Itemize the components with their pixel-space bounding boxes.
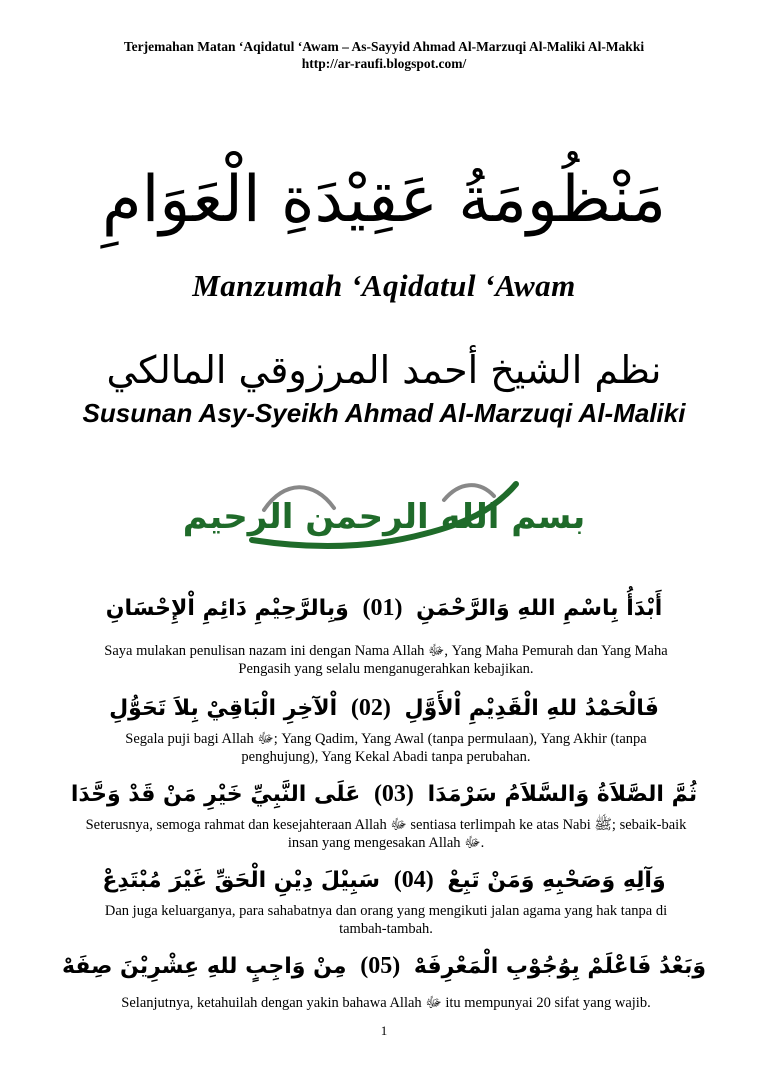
verse-2-right: فَالْحَمْدُ للهِ الْقَدِيْمِ اْلأَوَّلِ: [404, 696, 659, 721]
verse-3-number: (03): [373, 781, 414, 807]
verse-5-right: وَبَعْدُ فَاعْلَمْ بِوُجُوْبِ الْمَعْرِفَهْ: [413, 954, 707, 979]
author-arabic: نظم الشيخ أحمد المرزوقي المالكي: [106, 348, 662, 392]
verse-3-left: عَلَى النَّبِيِّ خَيْرِ مَنْ قَدْ وَحَّدَا: [70, 782, 361, 807]
page-number: 1: [380, 1023, 388, 1038]
basmala-text: بسم الله الرحمن الرحيم: [182, 497, 586, 537]
verse-1-right: أَبْدَأُ بِاسْمِ اللهِ وَالرَّحْمَنِ: [416, 596, 663, 621]
verse-2: [60, 688, 708, 729]
verse-5-translation: Selanjutnya, ketahuilah dengan yakin bahawa Allah ﷻ itu mempunyai 20 sifat yang wajib.: [121, 995, 651, 1011]
verse-2-left: اْلآخِرِ الْبَاقِيْ بِلاَ تَحَوُّلِ: [109, 696, 338, 721]
verse-3-right: ثُمَّ الصَّلاَةُ وَالسَّلاَمُ سَرْمَدَا: [427, 782, 698, 807]
verse-1-translation: Saya mulakan penulisan nazam ini dengan Nama Allah ﷻ, Yang Maha Pemurah dan Yang Maha Pengasih yang selalu menganugerahkan kebajikan.: [104, 643, 668, 677]
verse-1: [60, 588, 708, 629]
verse-2-number: (02): [350, 695, 391, 721]
title-arabic: مَنْظُومَةُ عَقِيْدَةِ الْعَوَامِ: [101, 163, 667, 237]
page-header: [0, 38, 768, 72]
verse-5: [60, 946, 708, 987]
verse-1-number: (01): [362, 595, 403, 621]
verse-2-translation: Segala puji bagi Allah ﷻ; Yang Qadim, Yang Awal (tanpa permulaan), Yang Akhir (tanpa penghujung), Yang Kekal Abadi tanpa perubahan.: [125, 731, 647, 765]
verse-1-left: وَبِالرَّحِيْمِ دَائِمِ اْلإِحْسَانِ: [105, 596, 349, 621]
verse-3: [60, 774, 708, 815]
verse-4-right: وَآلِهِ وَصَحْبِهِ وَمَنْ تَبِعْ: [447, 868, 666, 893]
verse-4-translation: Dan juga keluarganya, para sahabatnya dan orang yang mengikuti jalan agama yang hak tanpa di tambah-tambah.: [104, 903, 668, 937]
verse-5-number: (05): [360, 953, 401, 979]
verse-5-left: مِنْ وَاجِبٍ للهِ عِشْرِيْنَ صِفَهْ: [61, 954, 347, 979]
title-latin: Manzumah ‘Aqidatul ‘Awam: [192, 268, 576, 303]
verse-4: [60, 860, 708, 901]
header-title: Terjemahan Matan ‘Aqidatul ‘Awam – As-Sayyid Ahmad Al-Marzuqi Al-Maliki Al-Makki: [123, 39, 645, 54]
author-latin: Susunan Asy-Syeikh Ahmad Al-Marzuqi Al-Maliki: [82, 398, 686, 428]
verse-4-left: سَبِيْلَ دِيْنِ الْحَقِّ غَيْرَ مُبْتَدِعْ: [102, 868, 381, 893]
verse-3-translation: Seterusnya, semoga rahmat dan kesejahteraan Allah ﷻ sentiasa terlimpah ke atas Nabi ﷺ; sebaik-baik insan yang mengesakan Allah ﷻ.: [85, 817, 687, 851]
header-url[interactable]: http://ar-raufi.blogspot.com/: [301, 56, 467, 71]
basmala-calligraphy: [182, 470, 586, 562]
verse-4-number: (04): [393, 867, 434, 893]
